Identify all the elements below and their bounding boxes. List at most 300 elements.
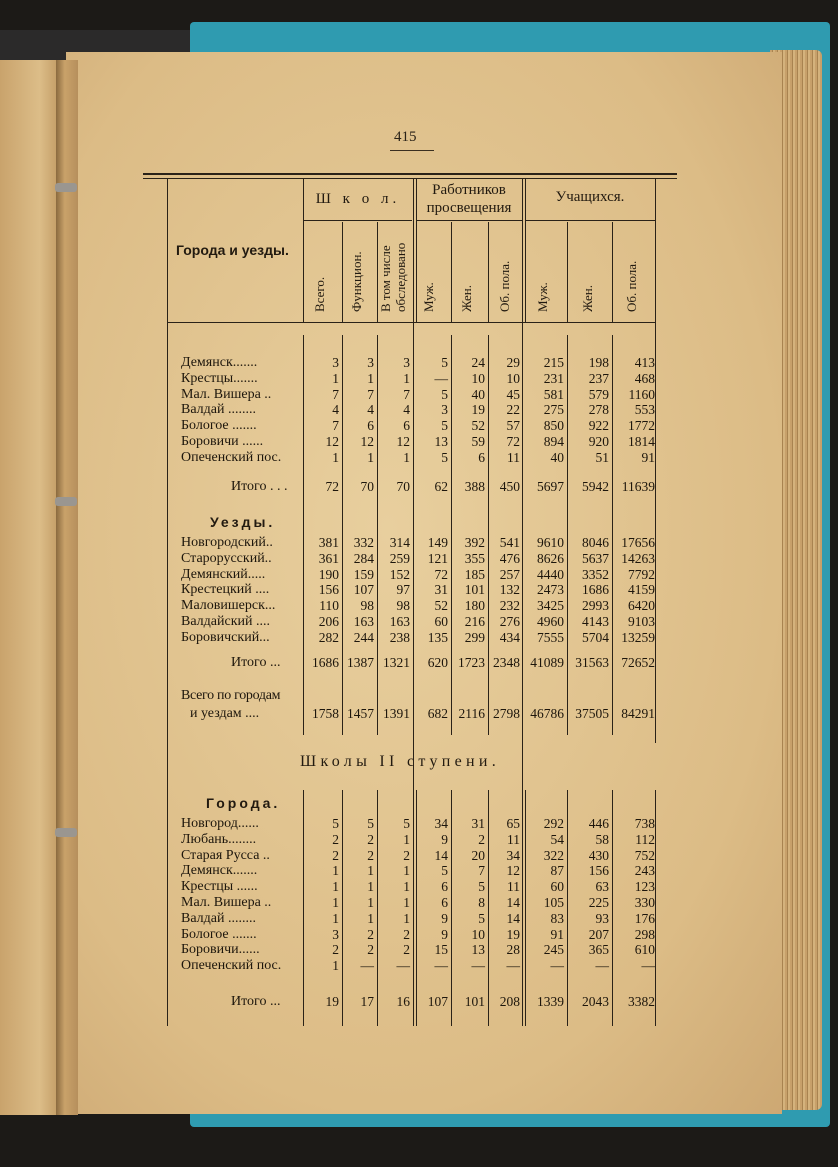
table-cell: 28: [506, 942, 520, 958]
table-cell: 682: [427, 706, 448, 721]
header-bottom-rule: [167, 322, 655, 323]
row-label: Итого ...: [231, 655, 281, 670]
column-rule: [342, 222, 343, 323]
table-cell: 2348: [493, 655, 520, 670]
table-cell: 1: [332, 879, 339, 895]
table-cell: 46786: [530, 706, 564, 721]
table-cell: 259: [389, 550, 410, 566]
table-cell: 12: [506, 863, 520, 879]
table-cell: 10: [506, 370, 520, 386]
table-cell: 1: [403, 879, 410, 895]
table-cell: 231: [543, 370, 564, 386]
table-cell: 1: [332, 958, 339, 974]
table-cell: 31563: [575, 655, 609, 670]
table-cell: 243: [634, 863, 655, 879]
table-cell: 2: [332, 942, 339, 958]
table-cell: 361: [318, 550, 339, 566]
table-cell: 1: [367, 370, 374, 386]
table-cell: 72: [325, 479, 339, 494]
table-cell: 19: [325, 994, 339, 1009]
table-cell: 257: [499, 566, 520, 582]
table-cell: —: [396, 958, 410, 974]
table-cell: 149: [427, 535, 448, 550]
table-cell: 2: [367, 942, 374, 958]
table-cell: 17: [360, 994, 374, 1009]
row-label: Старорусский..: [181, 550, 272, 566]
table-cell: 1723: [458, 655, 485, 670]
row-header: Города и уезды.: [176, 242, 289, 258]
table-cell: —: [595, 958, 609, 974]
table-cell: 70: [360, 479, 374, 494]
table-cell: 894: [543, 434, 564, 449]
row-label: Крестецкий ....: [181, 582, 270, 598]
table-cell: 299: [464, 629, 485, 645]
table-cell: 60: [550, 879, 564, 895]
table-cell: 16: [396, 994, 410, 1009]
table-cell: 19: [471, 402, 485, 418]
table-cell: 98: [396, 598, 410, 614]
table-cell: 1: [367, 879, 374, 895]
table-cell: 5: [403, 816, 410, 831]
table-cell: 5942: [582, 479, 609, 494]
table-cell: 1: [403, 910, 410, 926]
table-cell: 1: [367, 895, 374, 910]
table-cell: 330: [634, 895, 655, 910]
table-cell: 4: [332, 402, 339, 418]
column-rule: [167, 178, 168, 1026]
table-cell: 52: [471, 418, 485, 434]
group-rule: [525, 220, 655, 221]
table-cell: 72: [434, 566, 448, 582]
table-cell: 107: [353, 582, 374, 598]
table-cell: 20: [471, 847, 485, 863]
table-cell: 40: [471, 386, 485, 402]
table-cell: 2116: [458, 706, 485, 721]
table-cell: 434: [499, 629, 520, 645]
table-cell: 8046: [582, 535, 609, 550]
table-cell: 5: [441, 386, 448, 402]
table-cell: 105: [543, 895, 564, 910]
table-cell: 3: [332, 926, 339, 942]
table-cell: 276: [499, 614, 520, 629]
table-cell: 232: [499, 598, 520, 614]
table-cell: 237: [588, 370, 609, 386]
table-cell: 5: [441, 863, 448, 879]
table-cell: 2473: [537, 582, 564, 598]
book-gutter: [56, 60, 78, 1115]
table-cell: 156: [318, 582, 339, 598]
table-cell: 31: [471, 816, 485, 831]
table-cell: 112: [635, 831, 655, 847]
table-cell: 244: [353, 629, 374, 645]
table-cell: —: [506, 958, 520, 974]
table-cell: 121: [427, 550, 448, 566]
table-top-rule: [143, 173, 677, 175]
table-cell: 4960: [537, 614, 564, 629]
table-cell: 468: [634, 370, 655, 386]
table-cell: —: [471, 958, 485, 974]
table-cell: 413: [634, 355, 655, 370]
table-cell: 365: [588, 942, 609, 958]
table-cell: —: [550, 958, 564, 974]
table-cell: 1772: [628, 418, 655, 434]
table-cell: 2: [332, 847, 339, 863]
table-cell: 5: [441, 449, 448, 465]
table-cell: 5: [478, 879, 485, 895]
table-cell: 14: [506, 895, 520, 910]
row-label: Любань........: [181, 831, 257, 847]
table-cell: 8: [478, 895, 485, 910]
column-header: Об. пола.: [497, 260, 512, 312]
table-cell: 3: [332, 355, 339, 370]
row-label: Новгород......: [181, 816, 259, 831]
row-label: Демянский.....: [181, 566, 266, 582]
table-cell: 101: [464, 994, 485, 1009]
table-cell: 62: [434, 479, 448, 494]
table-cell: 91: [641, 449, 655, 465]
table-cell: 282: [318, 629, 339, 645]
table-cell: 1686: [312, 655, 339, 670]
row-label: Крестцы.......: [181, 370, 258, 386]
table-cell: 1814: [628, 434, 655, 449]
table-cell: 1: [332, 370, 339, 386]
table-cell: 1160: [628, 386, 655, 402]
table-cell: 19: [506, 926, 520, 942]
table-cell: 4159: [628, 582, 655, 598]
table-cell: 198: [588, 355, 609, 370]
table-cell: 6: [441, 879, 448, 895]
table-cell: 72: [506, 434, 520, 449]
table-cell: 1: [332, 449, 339, 465]
table-cell: 275: [543, 402, 564, 418]
table-cell: 355: [464, 550, 485, 566]
binding-staple: [55, 183, 77, 192]
table-cell: 225: [588, 895, 609, 910]
table-cell: 84291: [621, 706, 655, 721]
table-cell: 11: [507, 831, 520, 847]
table-cell: 91: [550, 926, 564, 942]
table-cell: 1: [332, 863, 339, 879]
binding-staple: [55, 497, 77, 506]
table-cell: 450: [499, 479, 520, 494]
table-cell: 9610: [537, 535, 564, 550]
table-cell: 5: [441, 355, 448, 370]
table-cell: 553: [634, 402, 655, 418]
table-cell: 1457: [347, 706, 374, 721]
table-cell: 850: [543, 418, 564, 434]
table-cell: 1391: [383, 706, 410, 721]
row-label: Бологое .......: [181, 418, 257, 434]
table-cell: 57: [506, 418, 520, 434]
group-header-schools: Ш к о л.: [315, 191, 401, 207]
table-cell: 34: [434, 816, 448, 831]
table-cell: 738: [634, 816, 655, 831]
table-cell: 6: [367, 418, 374, 434]
row-label: Итого . . .: [231, 479, 288, 494]
row-label: Старая Русса ..: [181, 847, 270, 863]
table-cell: 922: [588, 418, 609, 434]
table-cell: 332: [353, 535, 374, 550]
table-cell: 1321: [383, 655, 410, 670]
table-cell: 7555: [537, 629, 564, 645]
table-cell: 2993: [582, 598, 609, 614]
table-cell: 9103: [628, 614, 655, 629]
table-cell: 83: [550, 910, 564, 926]
table-cell: 12: [360, 434, 374, 449]
table-cell: 1758: [312, 706, 339, 721]
table-cell: 1339: [537, 994, 564, 1009]
table-cell: 31: [434, 582, 448, 598]
table-cell: 17656: [621, 535, 655, 550]
table-cell: 6: [441, 895, 448, 910]
column-header: Функцион.: [349, 251, 364, 312]
table-cell: 1: [367, 863, 374, 879]
table-cell: 620: [427, 655, 448, 670]
table-cell: 7: [478, 863, 485, 879]
table-cell: 98: [360, 598, 374, 614]
row-label: Опеченский пос.: [181, 958, 282, 974]
table-cell: 1: [332, 910, 339, 926]
table-cell: 1: [332, 895, 339, 910]
group-header-line: Работников: [432, 182, 506, 198]
table-cell: 10: [471, 370, 485, 386]
column-rule: [655, 178, 656, 743]
table-cell: 40: [550, 449, 564, 465]
row-label: Опеченский пос.: [181, 449, 282, 465]
table-cell: 1: [403, 831, 410, 847]
table-cell: 11: [507, 879, 520, 895]
table-cell: —: [434, 958, 448, 974]
table-cell: 579: [588, 386, 609, 402]
section-label-uezdy: Уезды.: [210, 514, 276, 530]
table-cell: 920: [588, 434, 609, 449]
table-cell: 87: [550, 863, 564, 879]
table-cell: 72652: [621, 655, 655, 670]
table-cell: 278: [588, 402, 609, 418]
column-header: Муж.: [535, 282, 550, 312]
page-number-rule: [390, 150, 434, 151]
table-cell: 1: [367, 910, 374, 926]
table-top-rule: [143, 178, 677, 179]
column-rule: [451, 222, 452, 323]
table-cell: 34: [506, 847, 520, 863]
table-cell: 123: [634, 879, 655, 895]
table-cell: 5: [332, 816, 339, 831]
page-number: 415: [394, 129, 417, 145]
table-cell: 4: [403, 402, 410, 418]
row-label: Валдай ........: [181, 402, 256, 418]
table-cell: 206: [318, 614, 339, 629]
table-cell: 41089: [530, 655, 564, 670]
table-cell: —: [360, 958, 374, 974]
binding-staple: [55, 828, 77, 837]
table-cell: 3382: [628, 994, 655, 1009]
column-header: Всего.: [312, 276, 327, 312]
table-cell: 1: [403, 370, 410, 386]
table-cell: 159: [353, 566, 374, 582]
table-cell: 190: [318, 566, 339, 582]
table-cell: 1: [403, 449, 410, 465]
table-cell: 1686: [582, 582, 609, 598]
table-cell: 8626: [537, 550, 564, 566]
table-cell: 45: [506, 386, 520, 402]
table-cell: 581: [543, 386, 564, 402]
table-cell: 298: [634, 926, 655, 942]
table-cell: 2: [367, 847, 374, 863]
table-cell: 58: [595, 831, 609, 847]
table-cell: 215: [543, 355, 564, 370]
column-rule: [655, 790, 656, 1026]
table-cell: 208: [499, 994, 520, 1009]
row-label: и уездам ....: [190, 706, 260, 721]
table-cell: 2: [478, 831, 485, 847]
table-cell: 163: [389, 614, 410, 629]
table-cell: 7: [367, 386, 374, 402]
column-header: Жен.: [580, 285, 595, 312]
table-cell: 15: [434, 942, 448, 958]
table-cell: 7: [403, 386, 410, 402]
group-header-workers: [416, 181, 522, 217]
table-cell: 541: [499, 535, 520, 550]
table-cell: 5697: [537, 479, 564, 494]
table-cell: 3352: [582, 566, 609, 582]
table-cell: 24: [471, 355, 485, 370]
row-label: Маловишерск...: [181, 598, 276, 614]
table-cell: 63: [595, 879, 609, 895]
table-cell: 284: [353, 550, 374, 566]
row-label: Демянск.......: [181, 863, 258, 879]
table-cell: 11639: [621, 479, 655, 494]
table-cell: 135: [427, 629, 448, 645]
table-cell: 238: [389, 629, 410, 645]
table-cell: 163: [353, 614, 374, 629]
table-cell: 5: [367, 816, 374, 831]
column-rule: [567, 222, 568, 323]
table-cell: 132: [499, 582, 520, 598]
table-cell: 216: [464, 614, 485, 629]
row-label: Мал. Вишера ..: [181, 386, 272, 402]
table-cell: 14: [506, 910, 520, 926]
table-cell: 97: [396, 582, 410, 598]
row-label: Крестцы ......: [181, 879, 258, 895]
table-cell: 610: [634, 942, 655, 958]
row-label: Боровичский...: [181, 629, 270, 645]
table-cell: 3: [441, 402, 448, 418]
table-cell: 7: [332, 418, 339, 434]
table-cell: 207: [588, 926, 609, 942]
table-cell: 110: [319, 598, 339, 614]
table-cell: 392: [464, 535, 485, 550]
table-cell: 2: [367, 926, 374, 942]
table-cell: 430: [588, 847, 609, 863]
table-cell: 13259: [621, 629, 655, 645]
table-cell: 156: [588, 863, 609, 879]
row-label: Мал. Вишера ..: [181, 895, 272, 910]
table-cell: 6420: [628, 598, 655, 614]
table-cell: 292: [543, 816, 564, 831]
table-cell: 176: [634, 910, 655, 926]
table-cell: 9: [441, 926, 448, 942]
table-cell: 152: [389, 566, 410, 582]
table-cell: 4440: [537, 566, 564, 582]
table-cell: 59: [471, 434, 485, 449]
table-cell: 388: [464, 479, 485, 494]
table-cell: 2043: [582, 994, 609, 1009]
group-rule: [416, 220, 522, 221]
table-cell: 14263: [621, 550, 655, 566]
table-cell: 4: [367, 402, 374, 418]
table-cell: 54: [550, 831, 564, 847]
row-label: Новгородский..: [181, 535, 273, 550]
table-cell: 13: [471, 942, 485, 958]
table-cell: 60: [434, 614, 448, 629]
table-cell: —: [434, 370, 448, 386]
table-cell: 2: [403, 847, 410, 863]
table-cell: 2: [332, 831, 339, 847]
row-label: Итого ...: [231, 994, 281, 1009]
table-cell: 3: [403, 355, 410, 370]
table-cell: 7792: [628, 566, 655, 582]
table-cell: 52: [434, 598, 448, 614]
table-cell: 70: [396, 479, 410, 494]
row-label: Боровичи......: [181, 942, 260, 958]
table-cell: 22: [506, 402, 520, 418]
table-cell: 476: [499, 550, 520, 566]
table-cell: 4143: [582, 614, 609, 629]
table-cell: 1387: [347, 655, 374, 670]
table-cell: 3425: [537, 598, 564, 614]
table-cell: 107: [427, 994, 448, 1009]
table-cell: 9: [441, 831, 448, 847]
table-cell: 12: [325, 434, 339, 449]
table-cell: 5704: [582, 629, 609, 645]
column-header: Муж.: [421, 282, 436, 312]
table-cell: 7: [332, 386, 339, 402]
table-cell: 93: [595, 910, 609, 926]
table-cell: 1: [367, 449, 374, 465]
column-rule: [612, 222, 613, 323]
row-label: Бологое .......: [181, 926, 257, 942]
column-header: Жен.: [459, 285, 474, 312]
section-label-goroda: Города.: [206, 795, 281, 811]
table-cell: 2: [403, 942, 410, 958]
table-cell: 5: [441, 418, 448, 434]
table-cell: 2798: [493, 706, 520, 721]
column-header: Об. пола.: [624, 260, 639, 312]
row-label: Валдайский ....: [181, 614, 270, 629]
table-cell: 185: [464, 566, 485, 582]
table-cell: 1: [403, 863, 410, 879]
group-header-line: просвещения: [426, 200, 512, 216]
table-cell: 3: [367, 355, 374, 370]
table-cell: 11: [507, 449, 520, 465]
table-cell: —: [641, 958, 655, 974]
column-rule: [488, 222, 489, 323]
row-label: Валдай ........: [181, 910, 256, 926]
table-cell: 9: [441, 910, 448, 926]
table-cell: 65: [506, 816, 520, 831]
column-header: В том числе обследовано: [378, 242, 408, 312]
table-cell: 29: [506, 355, 520, 370]
table-cell: 6: [403, 418, 410, 434]
table-cell: 180: [464, 598, 485, 614]
table-cell: 314: [389, 535, 410, 550]
group-header-students: Учащихся.: [555, 189, 625, 205]
row-label: Демянск.......: [181, 355, 258, 370]
row-label: Всего по городам: [181, 688, 281, 703]
table-cell: 51: [595, 449, 609, 465]
table-cell: 14: [434, 847, 448, 863]
